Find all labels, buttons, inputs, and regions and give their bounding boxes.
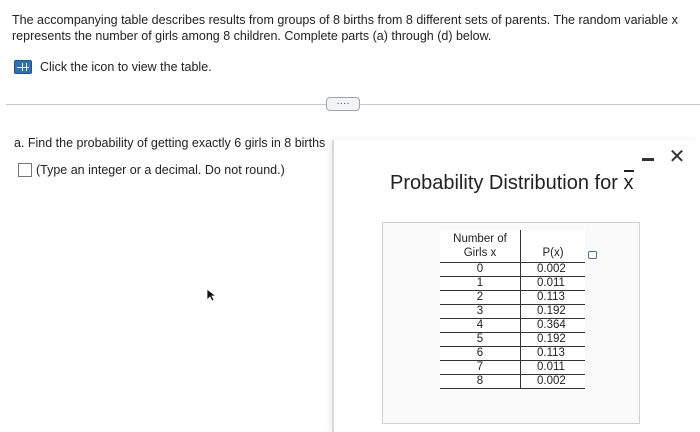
question-a-prompt: a. Find the probability of getting exactly 6 girls in 8 births [14,136,326,150]
cell-x: 6 [440,347,521,361]
cell-x: 8 [440,375,521,389]
probability-distribution-popup [332,140,700,432]
probability-table [440,230,585,389]
answer-input[interactable] [18,163,32,177]
cell-p: 0.002 [521,263,586,277]
cell-p: 0.364 [521,319,586,333]
answer-instruction: (Type an integer or a decimal. Do not round.) [36,163,285,177]
cell-x: 5 [440,333,521,347]
header-probability: P(x) [521,230,586,263]
popup-title-text: Probability Distribution for [390,172,624,194]
close-icon[interactable]: ✕ [668,146,686,168]
expand-button[interactable]: ···· [326,97,360,111]
x-bar-symbol [623,172,633,195]
table-row [440,291,585,305]
cell-x: 0 [440,263,521,277]
cell-p: 0.011 [521,361,586,375]
cell-p: 0.113 [521,291,586,305]
table-row [440,375,585,389]
popup-title-var: x [623,172,634,194]
problem-statement: The accompanying table describes results from groups of 8 births from 8 different sets of parents. The random variable x represents the number of girls among 8 children. Complete parts (a) through (d) below. [12,13,678,43]
table-row [440,347,585,361]
cell-p: 0.002 [521,375,586,389]
cell-p: 0.192 [521,333,586,347]
table-row [440,333,585,347]
cell-p: 0.011 [521,277,586,291]
cell-x: 1 [440,277,521,291]
table-row [440,361,585,375]
header-number-of-girls: Number of Girls x [440,230,521,263]
view-table-link[interactable] [14,60,212,74]
answer-row [18,163,285,177]
table-grid-icon[interactable] [14,60,32,74]
overbar-icon [624,170,634,174]
cell-x: 7 [440,361,521,375]
cell-x: 4 [440,319,521,333]
table-row [440,277,585,291]
mouse-cursor-icon [206,288,218,302]
cell-p: 0.113 [521,347,586,361]
minimize-icon[interactable] [642,158,654,161]
cell-p: 0.192 [521,305,586,319]
table-row [440,305,585,319]
cell-x: 3 [440,305,521,319]
copy-table-icon[interactable] [588,251,597,259]
cell-x: 2 [440,291,521,305]
view-table-label[interactable]: Click the icon to view the table. [40,60,212,74]
popup-title [390,172,633,195]
table-row [440,263,585,277]
table-row [440,319,585,333]
